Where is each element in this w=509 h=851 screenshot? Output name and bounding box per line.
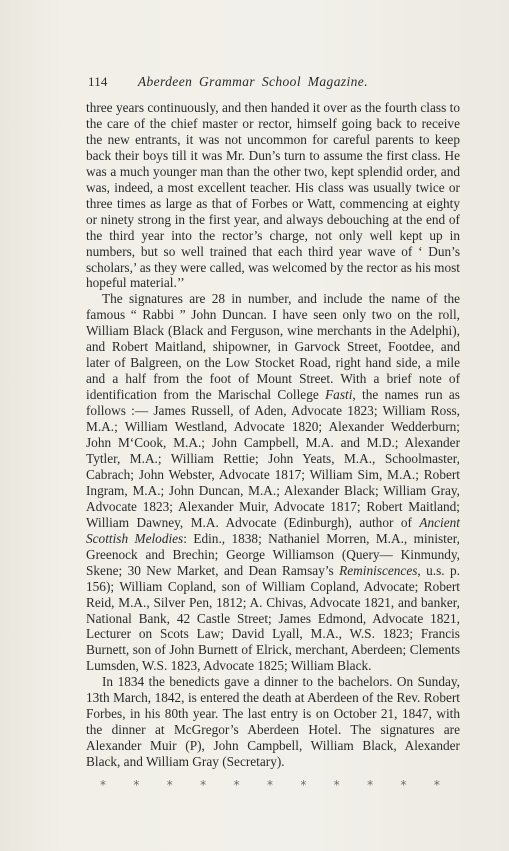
running-title: Aberdeen Grammar School Magazine.: [137, 74, 368, 89]
paragraph-1: three years continuously, and then handed it over as the fourth class to the care of the chief master or rector, himself going back to receive the new entrants, it was not uncommon for careful parents to keep back their boys till it was Mr. Dun’s turn to assume the first class. He was a much younger man than the other two, kept splendid order, and was, indeed, a most excellent teacher. His class was usually twice or three times as large as that of Forbes or Watt, commencing at eighty or ninety strong in the first year, and always debouching at the end of the third year into the rector’s charge, not only well kept up in numbers, but so well trained that each third year wave of ‘ Dun’s scholars,’ as they were called, was welcomed by the rector as his most hopeful material.’’: [86, 100, 460, 291]
paragraph-2-part-d: , u.s. p. 156); William Copland, son of William Copland, Advocate; Robert Reid, M.A., Silver Pen, 1812; A. Chivas, Advocate 1821, and banker, National Bank, 42 Castle Street; James Edmond, Advocate 1821, Lecturer on Scots Law; David Lyall, M.A., W.S. 1823; Francis Burnett, son of John Burnett of Elrick, merchant, Aberdeen; Clements Lumsden, W.S. 1823, Advocate 1825; William Black.: [86, 562, 461, 674]
divider-star: *: [166, 778, 173, 792]
divider-star: *: [200, 778, 207, 792]
melodies-title: Ancient Scottish Melodies: [86, 514, 460, 546]
paragraph-2-part-b: , the names run as follows :— James Russell, of Aden, Advocate 1823; William Ross, M.A.; William Westland, Advocate 1820; Alexander Wedderburn; John M‘Cook, M.A.; John Campbell, M.A. and M.D.; Alexander Tytler, M.A.; William Rettie; John Yeats, M.A., Schoolmaster, Cabrach; John Webster, Advocate 1817; William Sim, M.A.; Robert Ingram, M.A.; John Duncan, M.A.; Alexander Black; William Gray, Advocate 1823; Alexander Muir, Advocate 1817; Robert Maitland; William Dawney, M.A. Advocate (Edinburgh), author of: [86, 387, 460, 530]
paragraph-3: In 1834 the benedicts gave a dinner to the bachelors. On Sunday, 13th March, 1842, is entered the death at Aberdeen of the Rev. Robert Forbes, in his 80th year. The last entry is on October 21, 1847, with the dinner at McGregor’s Aberdeen Hotel. The signatures are Alexander Muir (P), John Campbell, William Black, Alexander Black, and William Gray (Secretary).: [86, 674, 460, 770]
paragraph-2-part-c: : Edin., 1838; Nathaniel Morren, M.A., minister, Greenock and Brechin; George Williamson (Query— Kinmundy, Skene; 30 New Market, and Dean Ramsay’s: [86, 530, 460, 578]
divider-star: *: [333, 778, 340, 792]
fasti-title: Fasti: [325, 387, 353, 403]
divider-star: *: [266, 778, 273, 792]
divider-star: *: [133, 778, 140, 792]
divider-star: *: [233, 778, 240, 792]
divider-star: *: [100, 778, 106, 792]
article-body: [86, 100, 460, 770]
paragraph-2: [86, 291, 460, 674]
page-number: 114: [88, 74, 108, 89]
divider-star: *: [300, 778, 307, 792]
divider-star: *: [400, 778, 407, 792]
divider-star: *: [433, 778, 440, 792]
section-divider-stars: [100, 778, 440, 792]
divider-star: *: [367, 778, 374, 792]
reminiscences-title: Reminiscences: [339, 562, 418, 578]
running-header: [88, 74, 428, 90]
paragraph-2-part-a: The signatures are 28 in number, and include the name of the famous “ Rabbi ” John Duncan. I have seen only two on the roll, William Black (Black and Ferguson, wine merchants in the Adelphi), and Robert Maitland, shipowner, in Garvock Street, Footdee, and later of Balgreen, on the Low Stocket Road, right hand side, a mile and a half from the foot of Mount Street. With a brief note of identification from the Marischal College: [86, 291, 460, 403]
